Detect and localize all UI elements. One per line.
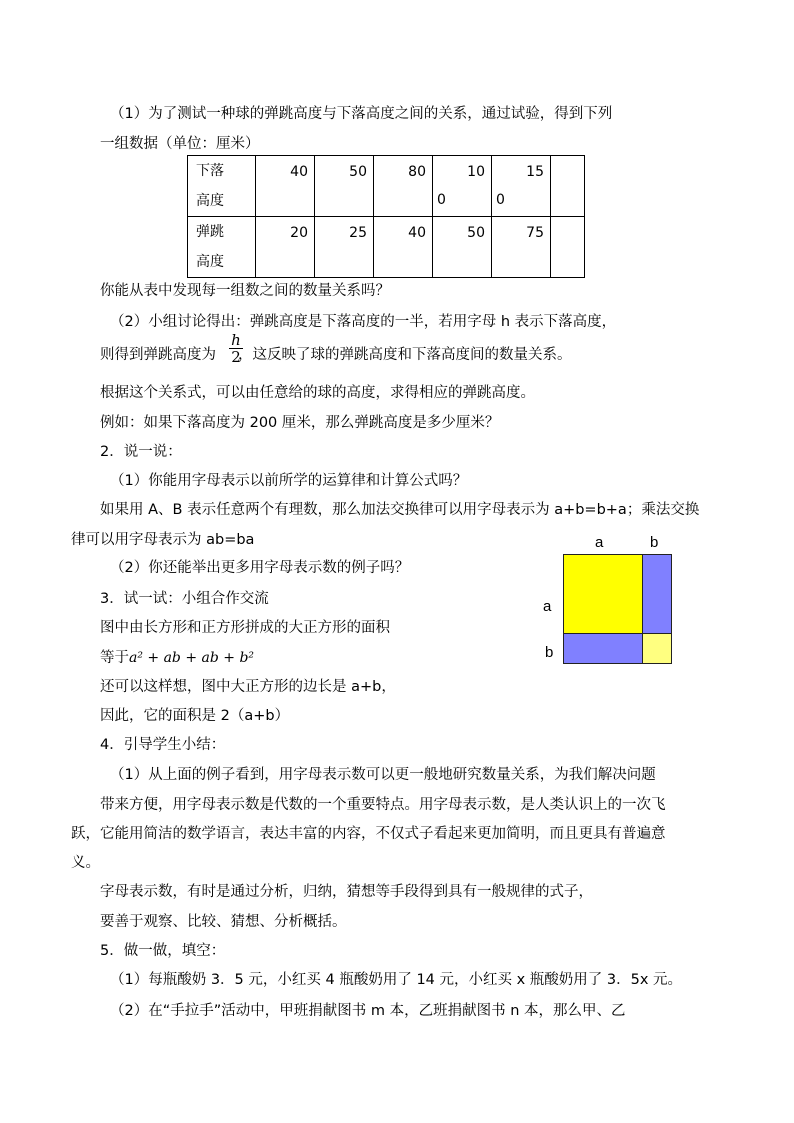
s1-line1: （1）为了测试一种球的弹跳高度与下落高度之间的关系，通过试验，得到下列 [110,106,613,122]
part4-l3: 跃，它能用简洁的数学语言，表达丰富的内容，不仅式子看起来更加简明，而且更具有普遍意 [71,826,666,842]
cell-value: 25 [349,225,367,241]
label-a-top: a [595,534,604,551]
table-cell [551,156,585,217]
row-label: 高度 [196,193,224,209]
cell-value: 10 [467,164,485,180]
part2-q2: （2）你还能举出更多用字母表示数的例子吗？ [110,560,410,576]
row-label: 弹跳 [196,224,224,240]
part4-l1: （1）从上面的例子看到，用字母表示数可以更一般地研究数量关系，为我们解决问题 [110,767,656,783]
fraction-denominator: 2 [231,348,241,366]
table-cell [188,217,256,278]
fraction-numerator: h [231,331,241,349]
ab-rectangle-right [642,554,672,635]
part3-heading: 3．试一试：小组合作交流 [100,591,269,607]
cell-value: 75 [526,225,544,241]
part2-heading: 2．说一说： [100,444,182,460]
a-square [563,554,644,635]
cell-value: 0 [496,192,505,208]
cell-value: 20 [290,225,308,241]
cell-value: 15 [526,164,544,180]
b-square [642,633,672,664]
part3-l2-pre: 等于 [100,650,129,666]
s1-line2: 一组数据（单位：厘米） [100,136,260,152]
table-cell [492,217,551,278]
table-cell [433,156,492,217]
part2-l2: 律可以用字母表示为 ab=ba [71,532,255,548]
part2-q1: （1）你能用字母表示以前所学的运算律和计算公式吗？ [110,473,468,489]
ab-rectangle-bottom [563,633,644,664]
table-row [188,156,585,217]
table-cell [374,217,433,278]
part4-l6: 要善于观察、比较、猜想、分析概括。 [100,914,347,930]
part3-l4: 因此，它的面积是 2（a+b） [100,708,290,724]
table-cell [433,217,492,278]
table-cell [256,217,315,278]
square-diagram [540,532,680,672]
part4-l4: 义。 [71,855,100,871]
part5-l1: （1）每瓶酸奶 3．5 元，小红买 4 瓶酸奶用了 14 元，小红买 x 瓶酸奶用了 3．5x 元。 [110,972,683,988]
part5-heading: 5．做一做，填空： [100,943,226,959]
table-cell [374,156,433,217]
table-cell [315,156,374,217]
part4-l5: 字母表示数，有时是通过分析，归纳，猜想等手段得到具有一般规律的式子， [100,884,593,900]
s2-line1: （2）小组讨论得出：弹跳高度是下落高度的一半，若用字母 h 表示下落高度， [110,314,617,330]
area-formula: a² + ab + ab + b² [129,650,255,666]
part5-l2: （2）在“手拉手”活动中，甲班捐献图书 m 本，乙班捐献图书 n 本，那么甲、乙 [110,1003,626,1019]
row-label: 下落 [196,163,224,179]
s2-line3: 根据这个关系式，可以由任意给的球的高度，求得相应的弹跳高度。 [100,385,535,401]
part3-l3: 还可以这样想，图中大正方形的边长是 a+b， [100,679,396,695]
table-cell [551,217,585,278]
cell-value: 0 [437,192,446,208]
s2-line2-pre: 则得到弹跳高度为 [100,347,216,363]
question-1: 你能从表中发现每一组数之间的数量关系吗？ [100,283,390,299]
s2-line2-post: ，这反映了球的弹跳高度和下落高度间的数量关系。 [238,347,572,363]
table-cell [492,156,551,217]
part4-heading: 4．引导学生小结： [100,737,226,753]
data-table [187,155,585,278]
label-a-left: a [543,598,552,615]
table-cell [315,217,374,278]
table-cell [188,156,256,217]
cell-value: 40 [290,164,308,180]
table-cell [256,156,315,217]
part2-l1: 如果用 A、B 表示任意两个有理数，那么加法交换律可以用字母表示为 a+b=b+a；乘法交换 [100,502,700,518]
cell-value: 80 [408,164,426,180]
table-row [188,217,585,278]
part4-l2: 带来方便，用字母表示数是代数的一个重要特点。用字母表示数，是人类认识上的一次飞 [100,797,666,813]
label-b-top: b [650,534,659,551]
row-label: 高度 [196,254,224,270]
s2-line2 [100,345,572,365]
cell-value: 50 [467,225,485,241]
label-b-left: b [545,644,554,661]
cell-value: 40 [408,225,426,241]
part3-l1: 图中由长方形和正方形拼成的大正方形的面积 [100,620,390,636]
part3-l2 [100,648,254,668]
s2-line4: 例如：如果下落高度为 200 厘米，那么弹跳高度是多少厘米？ [100,415,500,431]
fraction-h-over-2 [229,332,243,365]
cell-value: 50 [349,164,367,180]
